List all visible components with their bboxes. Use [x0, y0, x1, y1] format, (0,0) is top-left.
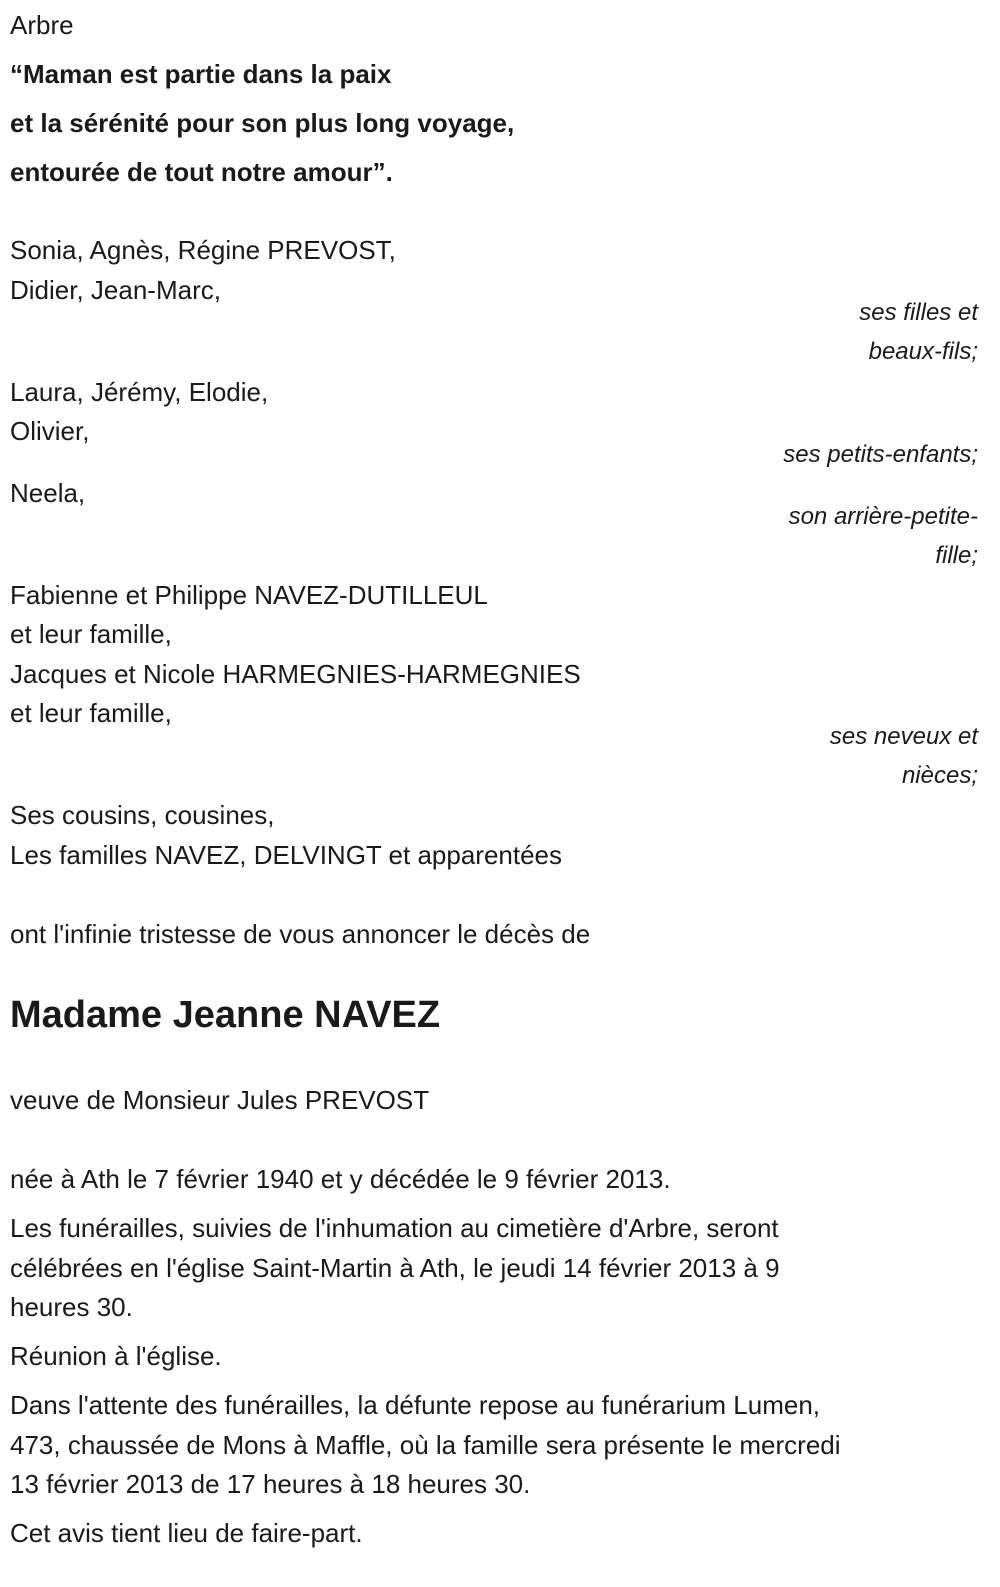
- relation-label: beaux-fils;: [868, 338, 978, 365]
- relation-label: ses neveux et: [829, 723, 978, 750]
- meeting-info: Réunion à l'église.: [10, 1341, 222, 1371]
- relation-label: fille;: [935, 542, 978, 569]
- family-line: Olivier,: [10, 416, 90, 446]
- viewing-info: 473, chaussée de Mons à Maffle, où la famille sera présente le mercredi: [10, 1430, 841, 1460]
- widow-of: veuve de Monsieur Jules PREVOST: [10, 1085, 430, 1115]
- quote-line: “Maman est partie dans la paix: [10, 59, 392, 89]
- birth-death: née à Ath le 7 février 1940 et y décédée le 9 février 2013.: [10, 1164, 671, 1194]
- family-line: Laura, Jérémy, Elodie,: [10, 377, 269, 407]
- family-line: Jacques et Nicole HARMEGNIES-HARMEGNIES: [10, 659, 581, 689]
- funeral-info: heures 30.: [10, 1292, 133, 1322]
- family-line: Sonia, Agnès, Régine PREVOST,: [10, 235, 396, 265]
- relation-label: ses petits-enfants;: [783, 441, 978, 468]
- relation-label: son arrière-petite-: [788, 503, 978, 530]
- closing-note: Cet avis tient lieu de faire-part.: [10, 1518, 363, 1548]
- family-line: Les familles NAVEZ, DELVINGT et apparentées: [10, 840, 563, 870]
- funeral-info: Les funérailles, suivies de l'inhumation au cimetière d'Arbre, seront: [10, 1213, 779, 1243]
- family-line: et leur famille,: [10, 619, 172, 649]
- quote-line: et la sérénité pour son plus long voyage,: [10, 108, 515, 138]
- quote-line: entourée de tout notre amour”.: [10, 157, 393, 187]
- family-line: Didier, Jean-Marc,: [10, 275, 221, 305]
- announcement: ont l'infinie tristesse de vous annoncer le décès de: [10, 919, 591, 949]
- relation-label: nièces;: [901, 762, 978, 789]
- family-line: Fabienne et Philippe NAVEZ-DUTILLEUL: [10, 580, 488, 610]
- funeral-info: célébrées en l'église Saint-Martin à Ath, le jeudi 14 février 2013 à 9: [10, 1253, 780, 1283]
- family-line: et leur famille,: [10, 698, 172, 728]
- deceased-name: Madame Jeanne NAVEZ: [10, 994, 441, 1036]
- relation-label: ses filles et: [859, 299, 978, 326]
- viewing-info: 13 février 2013 de 17 heures à 18 heures 30.: [10, 1469, 531, 1499]
- family-line: Neela,: [10, 478, 86, 508]
- place: Arbre: [10, 10, 74, 40]
- family-line: Ses cousins, cousines,: [10, 800, 275, 830]
- viewing-info: Dans l'attente des funérailles, la défunte repose au funérarium Lumen,: [10, 1390, 821, 1420]
